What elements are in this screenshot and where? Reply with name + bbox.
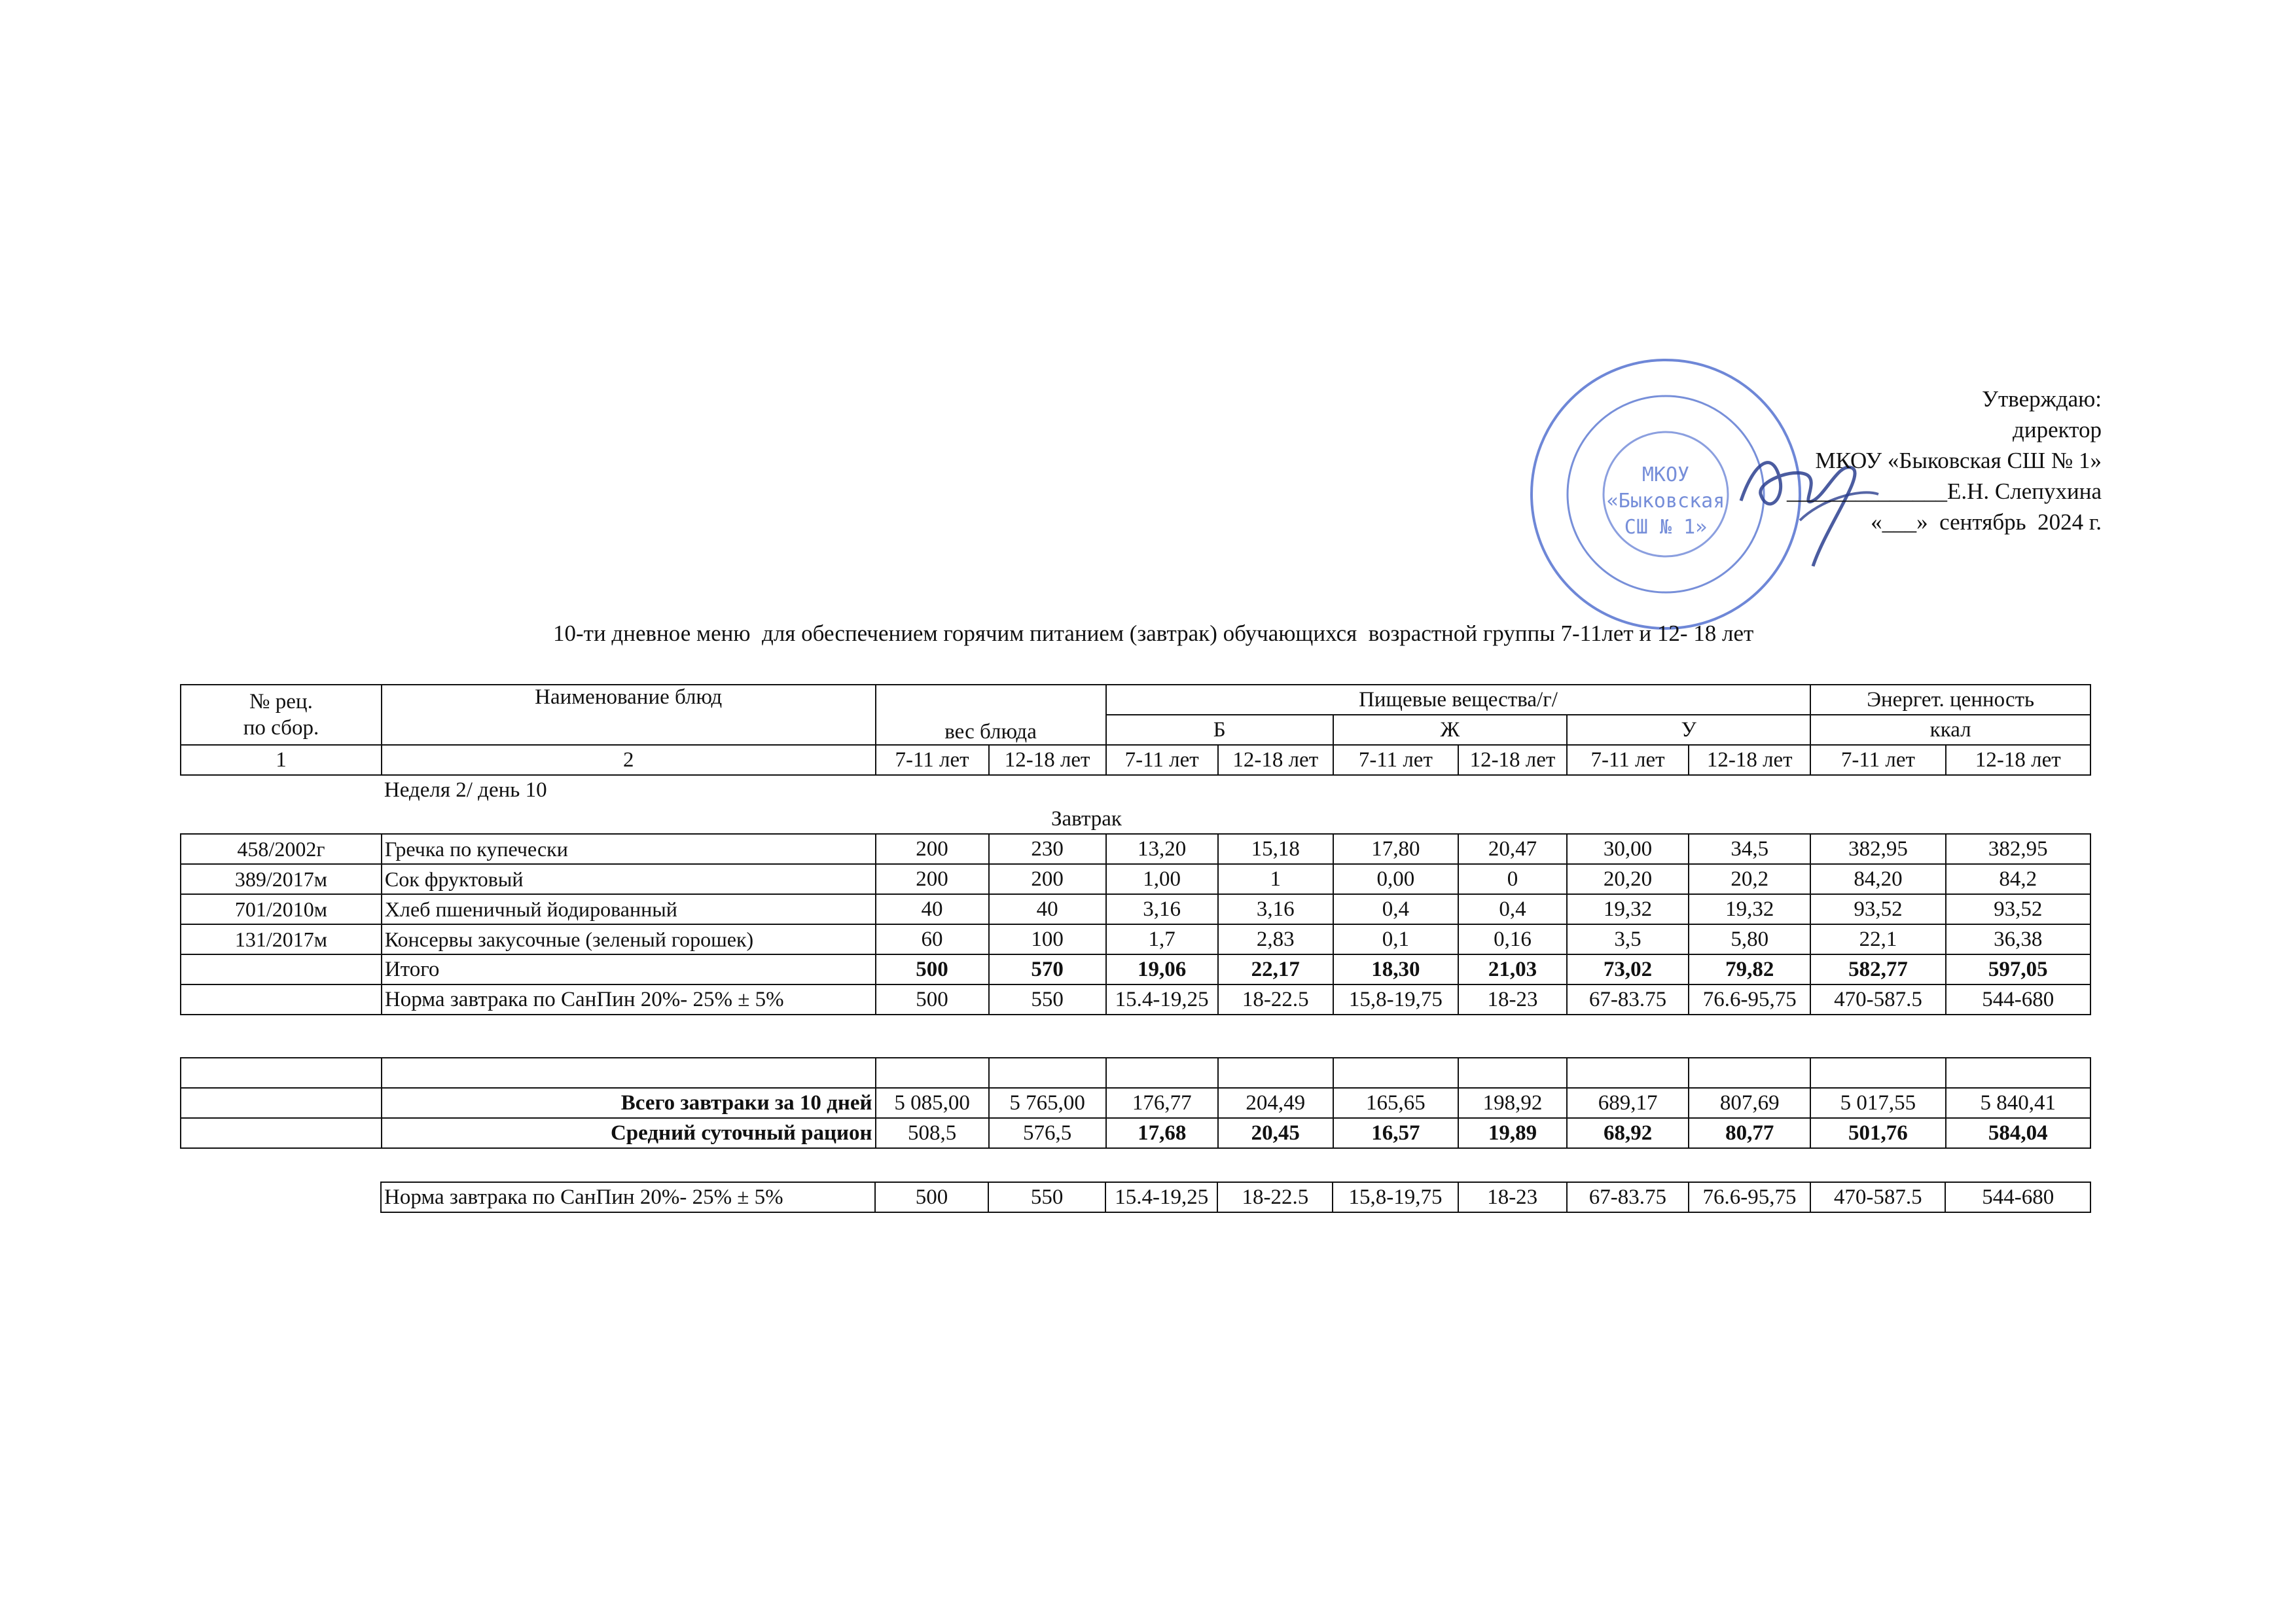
dish-value: 382,95	[1946, 834, 2090, 864]
total-label: Итого	[382, 954, 876, 984]
header-age-1: 12-18 лет	[989, 745, 1106, 775]
summary-value: 198,92	[1458, 1088, 1567, 1118]
recipe-number: 701/2010м	[181, 894, 382, 924]
recipe-number: 389/2017м	[181, 864, 382, 894]
norm-table	[180, 1182, 2091, 1213]
empty-cell	[1567, 1058, 1689, 1088]
header-rec-src: по сбор.	[243, 716, 319, 740]
norm-value: 18-23	[1458, 984, 1567, 1015]
total-value: 79,82	[1689, 954, 1810, 984]
header-col-1: 1	[181, 745, 382, 775]
header-weight	[876, 685, 1106, 745]
summary-row	[181, 1118, 2090, 1148]
norm-value: 550	[989, 984, 1106, 1015]
norm-value: 500	[876, 984, 989, 1015]
summary-row	[181, 1088, 2090, 1118]
norm-value: 500	[875, 1182, 988, 1212]
table-row	[181, 924, 2090, 954]
total-value: 570	[989, 954, 1106, 984]
norm-value: 18-22.5	[1218, 984, 1333, 1015]
dish-value: 200	[876, 864, 989, 894]
norm-row	[181, 984, 2090, 1015]
header-rec	[181, 685, 382, 745]
dish-value: 0	[1458, 864, 1567, 894]
spacer-cell	[181, 775, 382, 804]
norm-value: 15,8-19,75	[1333, 1182, 1458, 1212]
summary-table	[180, 1057, 2091, 1149]
approval-line-5: «___» сентябрь 2024 г.	[1871, 509, 2102, 535]
dish-value: 0,00	[1333, 864, 1458, 894]
empty-cell	[876, 1058, 989, 1088]
dish-value: 2,83	[1218, 924, 1333, 954]
dish-value: 3,16	[1218, 894, 1333, 924]
table-row	[181, 834, 2090, 864]
header-zh: Ж	[1333, 715, 1567, 745]
table-row	[181, 864, 2090, 894]
norm-value: 18-23	[1458, 1182, 1567, 1212]
summary-value: 20,45	[1218, 1118, 1333, 1148]
dish-value: 93,52	[1810, 894, 1945, 924]
total-value: 18,30	[1333, 954, 1458, 984]
dish-value: 30,00	[1567, 834, 1689, 864]
dish-value: 0,1	[1333, 924, 1458, 954]
approval-line-2: директор	[2013, 417, 2102, 442]
summary-value: 176,77	[1106, 1088, 1218, 1118]
summary-value: 689,17	[1567, 1088, 1689, 1118]
recipe-number: 458/2002г	[181, 834, 382, 864]
dish-value: 93,52	[1946, 894, 2090, 924]
header-age-0: 7-11 лет	[876, 745, 989, 775]
dish-value: 0,4	[1333, 894, 1458, 924]
norm-value: 15.4-19,25	[1106, 984, 1218, 1015]
meal-label	[181, 804, 2090, 834]
dish-value: 1,00	[1106, 864, 1218, 894]
summary-value: 501,76	[1810, 1118, 1945, 1148]
dish-value: 382,95	[1810, 834, 1945, 864]
dish-value: 200	[989, 864, 1106, 894]
total-value: 582,77	[1810, 954, 1945, 984]
total-row	[181, 954, 2090, 984]
svg-text:«Быковская: «Быковская	[1606, 490, 1725, 513]
summary-label: Всего завтраки за 10 дней	[382, 1088, 876, 1118]
norm-value: 15.4-19,25	[1105, 1182, 1217, 1212]
empty-cell	[181, 1088, 382, 1118]
summary-value: 5 840,41	[1946, 1088, 2090, 1118]
empty-cell	[181, 984, 382, 1015]
dish-value: 230	[989, 834, 1106, 864]
total-value: 597,05	[1946, 954, 2090, 984]
empty-cell	[181, 1118, 382, 1148]
dish-value: 20,2	[1689, 864, 1810, 894]
header-energy: Энергет. ценность	[1810, 685, 2090, 715]
approval-block	[1787, 384, 2102, 537]
summary-value: 576,5	[989, 1118, 1106, 1148]
empty-cell	[1458, 1058, 1567, 1088]
header-dish-name	[382, 685, 876, 745]
total-value: 73,02	[1567, 954, 1689, 984]
norm-value: 18-22.5	[1217, 1182, 1333, 1212]
header-age-7: 12-18 лет	[1689, 745, 1810, 775]
empty-cell	[1946, 1058, 2090, 1088]
header-kcal: ккал	[1810, 715, 2090, 745]
empty-cell	[382, 1058, 876, 1088]
dish-value: 5,80	[1689, 924, 1810, 954]
dish-value: 0,16	[1458, 924, 1567, 954]
dish-name: Сок фруктовый	[382, 864, 876, 894]
approval-line-1: Утверждаю:	[1982, 386, 2102, 412]
empty-cell	[1333, 1058, 1458, 1088]
header-age-2: 7-11 лет	[1106, 745, 1218, 775]
dish-value: 36,38	[1946, 924, 2090, 954]
dish-name: Гречка по купечески	[382, 834, 876, 864]
summary-value: 68,92	[1567, 1118, 1689, 1148]
approval-line-3: МКОУ «Быковская СШ № 1»	[1815, 448, 2102, 473]
approval-line-4: ______________Е.Н. Слепухина	[1787, 478, 2102, 504]
svg-text:СШ № 1»: СШ № 1»	[1624, 516, 1708, 539]
header-age-4: 7-11 лет	[1333, 745, 1458, 775]
dish-value: 19,32	[1689, 894, 1810, 924]
menu-table	[180, 684, 2091, 1015]
recipe-number: 131/2017м	[181, 924, 382, 954]
summary-value: 16,57	[1333, 1118, 1458, 1148]
header-age-9: 12-18 лет	[1946, 745, 2090, 775]
header-age-3: 12-18 лет	[1218, 745, 1333, 775]
empty-cell	[1218, 1058, 1333, 1088]
dish-name: Консервы закусочные (зеленый горошек)	[382, 924, 876, 954]
dish-value: 15,18	[1218, 834, 1333, 864]
dish-value: 84,2	[1946, 864, 2090, 894]
dish-value: 20,47	[1458, 834, 1567, 864]
dish-value: 20,20	[1567, 864, 1689, 894]
dish-value: 1,7	[1106, 924, 1218, 954]
dish-value: 17,80	[1333, 834, 1458, 864]
week-day-label: Неделя 2/ день 10	[384, 778, 547, 802]
dish-value: 19,32	[1567, 894, 1689, 924]
total-value: 22,17	[1218, 954, 1333, 984]
summary-value: 204,49	[1218, 1088, 1333, 1118]
norm-value: 470-587.5	[1810, 984, 1945, 1015]
svg-text:МКОУ: МКОУ	[1641, 463, 1690, 486]
norm-value: 76.6-95,75	[1689, 1182, 1810, 1212]
norm-value: 67-83.75	[1567, 1182, 1689, 1212]
dish-value: 3,5	[1567, 924, 1689, 954]
empty-cell	[180, 1182, 381, 1212]
dish-value: 1	[1218, 864, 1333, 894]
dish-value: 22,1	[1810, 924, 1945, 954]
summary-value: 508,5	[876, 1118, 989, 1148]
dish-value: 3,16	[1106, 894, 1218, 924]
empty-cell	[1810, 1058, 1945, 1088]
header-weight-label: вес блюда	[944, 720, 1037, 744]
empty-cell	[1689, 1058, 1810, 1088]
total-value: 19,06	[1106, 954, 1218, 984]
norm-value: 544-680	[1945, 1182, 2090, 1212]
header-age-8: 7-11 лет	[1810, 745, 1945, 775]
header-age-6: 7-11 лет	[1567, 745, 1689, 775]
header-col-2: 2	[382, 745, 876, 775]
dish-value: 60	[876, 924, 989, 954]
summary-value: 5 017,55	[1810, 1088, 1945, 1118]
header-age-5: 12-18 лет	[1458, 745, 1567, 775]
total-value: 500	[876, 954, 989, 984]
norm-label: Норма завтрака по СанПин 20%- 25% ± 5%	[382, 984, 876, 1015]
dish-value: 0,4	[1458, 894, 1567, 924]
dish-value: 84,20	[1810, 864, 1945, 894]
header-rec-no: № рец.	[249, 690, 313, 713]
summary-value: 80,77	[1689, 1118, 1810, 1148]
norm-value: 15,8-19,75	[1333, 984, 1458, 1015]
dish-value: 40	[989, 894, 1106, 924]
empty-cell	[181, 954, 382, 984]
summary-value: 165,65	[1333, 1088, 1458, 1118]
summary-value: 17,68	[1106, 1118, 1218, 1148]
norm-value: 544-680	[1946, 984, 2090, 1015]
header-u: У	[1567, 715, 1810, 745]
dish-value: 200	[876, 834, 989, 864]
dish-name: Хлеб пшеничный йодированный	[382, 894, 876, 924]
summary-value: 5 085,00	[876, 1088, 989, 1118]
summary-value: 584,04	[1946, 1118, 2090, 1148]
norm-row	[180, 1182, 2090, 1212]
header-nutrients: Пищевые вещества/г/	[1106, 685, 1811, 715]
norm-value: 76.6-95,75	[1689, 984, 1810, 1015]
norm-value: 67-83.75	[1567, 984, 1689, 1015]
norm-label: Норма завтрака по СанПин 20%- 25% ± 5%	[381, 1182, 875, 1212]
norm-value: 550	[988, 1182, 1105, 1212]
header-dish-name-label: Наименование блюд	[535, 685, 723, 709]
meal-label-text: Завтрак	[1051, 806, 1122, 831]
summary-value: 5 765,00	[989, 1088, 1106, 1118]
summary-value: 807,69	[1689, 1088, 1810, 1118]
summary-value: 19,89	[1458, 1118, 1567, 1148]
document-title: 10-ти дневное меню для обеспечением горячим питанием (завтрак) обучающихся возрастной группы 7-11лет и 12- 18 лет	[553, 621, 1754, 646]
dish-value: 100	[989, 924, 1106, 954]
table-row	[181, 894, 2090, 924]
total-value: 21,03	[1458, 954, 1567, 984]
empty-cell	[989, 1058, 1106, 1088]
dish-value: 34,5	[1689, 834, 1810, 864]
dish-value: 13,20	[1106, 834, 1218, 864]
empty-cell	[181, 1058, 382, 1088]
empty-cell	[1106, 1058, 1218, 1088]
summary-label: Средний суточный рацион	[382, 1118, 876, 1148]
norm-value: 470-587.5	[1810, 1182, 1945, 1212]
dish-value: 40	[876, 894, 989, 924]
header-b: Б	[1106, 715, 1333, 745]
